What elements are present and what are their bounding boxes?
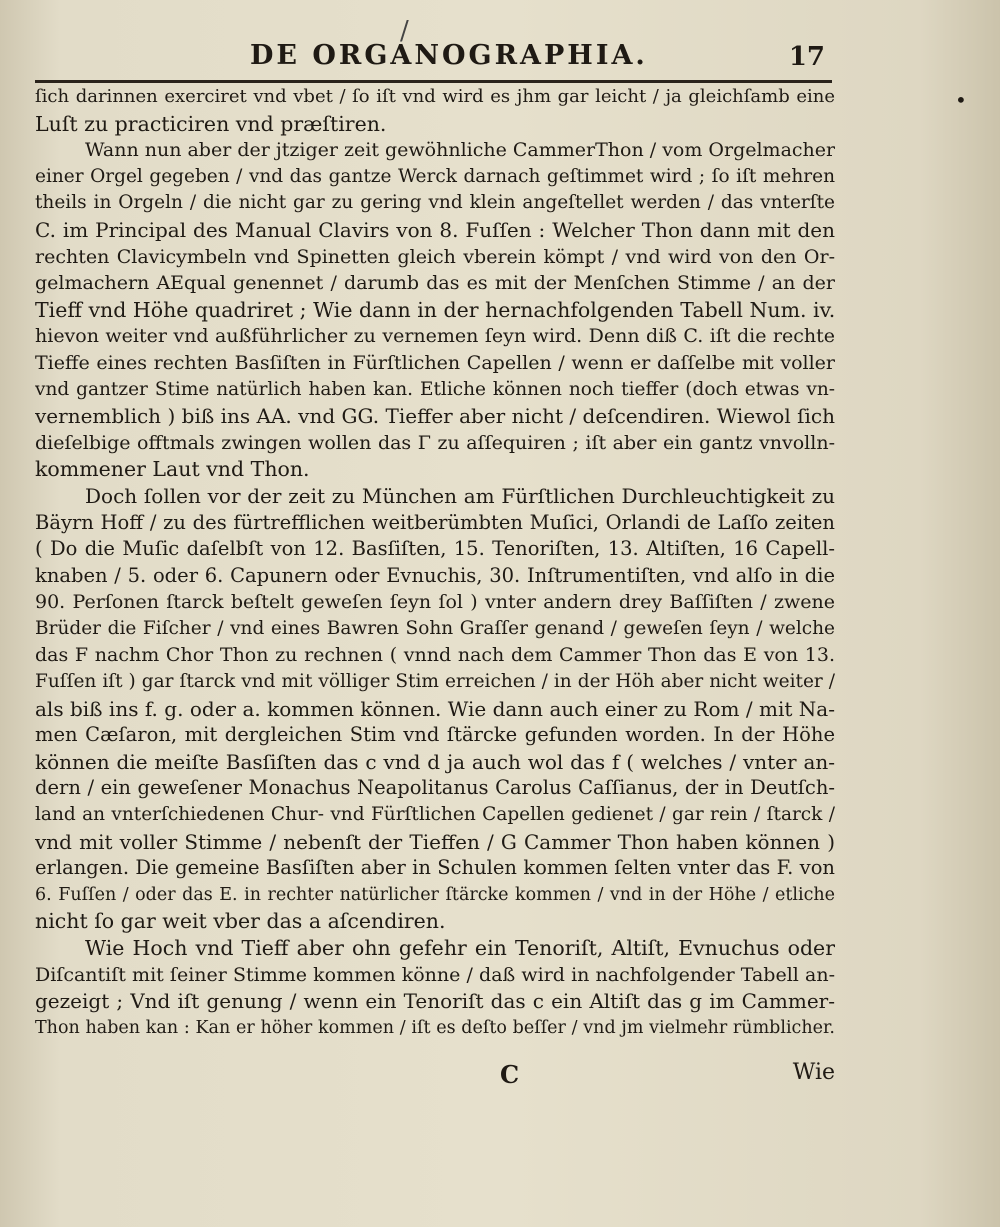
text-line: gelmachern AEqual genennet / darumb das es mit der Menſchen Stimme / an der xyxy=(35,272,835,295)
text-line: als biß ins f. g. oder a. kommen können. Wie dann auch einer zu Rom / mit Na- xyxy=(35,696,835,721)
text-line: erlangen. Die gemeine Basſiſten aber in Schulen kommen ſelten vnter das F. von xyxy=(35,856,835,880)
text-line: vnd gantzer Stime natürlich haben kan. Etliche können noch tieffer (doch etwas vn- xyxy=(35,378,835,400)
text-line: Fuſſen iſt ) gar ſtarck vnd mit völliger Stim erreichen / in der Höh aber nicht weiter / xyxy=(35,671,835,693)
margin-dot-mark: • xyxy=(955,88,967,112)
text-line: dern / ein geweſener Monachus Neapolitanus Carolus Caſſianus, der in Deutſch- xyxy=(35,776,835,800)
text-line: ( Do die Muſic daſelbſt von 12. Basſiſten, 15. Tenoriſten, 13. Altiſten, 16 Capell- xyxy=(35,537,835,561)
text-line: theils in Orgeln / die nicht gar zu gering vnd klein angeſtellet werden / das vnterſte xyxy=(35,192,835,214)
text-line: dieſelbige offtmals zwingen wollen das Γ zu aſſequiren ; iſt aber ein gantz vnvolln- xyxy=(35,431,835,454)
catchword: Wie xyxy=(792,1060,835,1085)
text-line: das F nachm Chor Thon zu rechnen ( vnnd nach dem Cammer Thon das E von 13. xyxy=(35,644,835,667)
text-line: vernemblich ) biß ins AA. vnd GG. Tieffer aber nicht / deſcendiren. Wiewol ſich xyxy=(35,404,835,429)
text-line: 6. Fuſſen / oder das E. in rechter natürlicher ſtärcke kommen / vnd in der Höhe / etliche xyxy=(35,884,835,905)
text-line: Diſcantiſt mit ſeiner Stimme kommen könne / daß wird in nachfolgender Tabell an- xyxy=(35,963,835,986)
header-rule xyxy=(35,80,832,83)
text-line: hievon weiter vnd außführlicher zu vernemen ſeyn wird. Denn diß C. iſt die rechte xyxy=(35,325,835,348)
text-line: Thon haben kan : Kan er höher kommen / iſt es deſto beſſer / vnd jm vielmehr rümblicher. xyxy=(35,1017,835,1038)
text-line: 90. Perſonen ſtarck beſtelt geweſen ſeyn ſol ) vnter andern drey Baſſiſten / zwene xyxy=(35,591,835,614)
text-line: gezeigt ; Vnd iſt genung / wenn ein Tenoriſt das c ein Altiſt das g im Cammer- xyxy=(35,989,835,1014)
text-line: Brüder die Fiſcher / vnd eines Bawren Sohn Graſſer genand / geweſen ſeyn / welche xyxy=(35,617,835,639)
body-text xyxy=(35,84,835,1041)
text-line: ſich darinnen exerciret vnd vbet / ſo iſt vnd wird es jhm gar leicht / ja gleichſamb eine xyxy=(35,86,835,107)
text-line: Wann nun aber der jtziger zeit gewöhnliche CammerThon / vom Orgelmacher xyxy=(85,139,835,162)
text-line: C. im Principal des Manual Clavirs von 8. Fuſſen : Welcher Thon dann mit den xyxy=(35,217,835,242)
text-line: nicht ſo gar weit vber das a aſcendiren. xyxy=(35,909,446,934)
text-line: Luſt zu practiciren vnd præſtiren. xyxy=(35,111,387,136)
text-line: land an vnterſchiedenen Chur- vnd Fürſtlichen Capellen gedienet / gar rein / ſtarck / xyxy=(35,804,835,826)
text-line: Wie Hoch vnd Tieff aber ohn gefehr ein Tenoriſt, Altiſt, Evnuchus oder xyxy=(85,936,835,960)
text-line: kommener Laut vnd Thon. xyxy=(35,457,310,482)
text-line: können die meiſte Basſiſten das c vnd d ja auch wol das f ( welches / vnter an- xyxy=(35,749,835,774)
text-line: einer Orgel gegeben / vnd das gantze Werck darnach geſtimmet wird ; ſo iſt mehren xyxy=(35,165,835,187)
text-line: rechten Clavicymbeln vnd Spinetten gleich vberein kömpt / vnd wird von den Or- xyxy=(35,245,835,268)
text-line: Doch ſollen vor der zeit zu München am Fürſtlichen Durchleuchtigkeit zu xyxy=(85,483,835,508)
running-title: DE ORGANOGRAPHIA. xyxy=(250,40,648,71)
text-line: knaben / 5. oder 6. Capunern oder Evnuchis, 30. Inſtrumentiſten, vnd alſo in die xyxy=(35,563,835,587)
text-line: Tieff vnd Höhe quadriret ; Wie dann in der hernachfolgenden Tabell Num. iv. xyxy=(35,297,835,322)
page-header xyxy=(35,16,830,78)
page-footer xyxy=(35,1060,835,1100)
text-line: Tieffe eines rechten Basſiſten in Fürſtlichen Capellen / wenn er daſſelbe mit voller xyxy=(35,351,835,374)
text-line: vnd mit voller Stimme / nebenſt der Tieffen / G Cammer Thon haben können ) xyxy=(35,829,835,854)
page-number: 17 xyxy=(788,42,825,72)
text-line: Bäyrn Hoff / zu des fürtrefflichen weitberümbten Muſici, Orlandi de Laſſo zeiten xyxy=(35,510,835,534)
text-line: men Cæſaron, mit dergleichen Stim vnd ſtärcke gefunden worden. In der Höhe xyxy=(35,723,835,747)
header-slash-mark: / xyxy=(400,16,409,46)
signature-mark: C xyxy=(500,1060,520,1089)
